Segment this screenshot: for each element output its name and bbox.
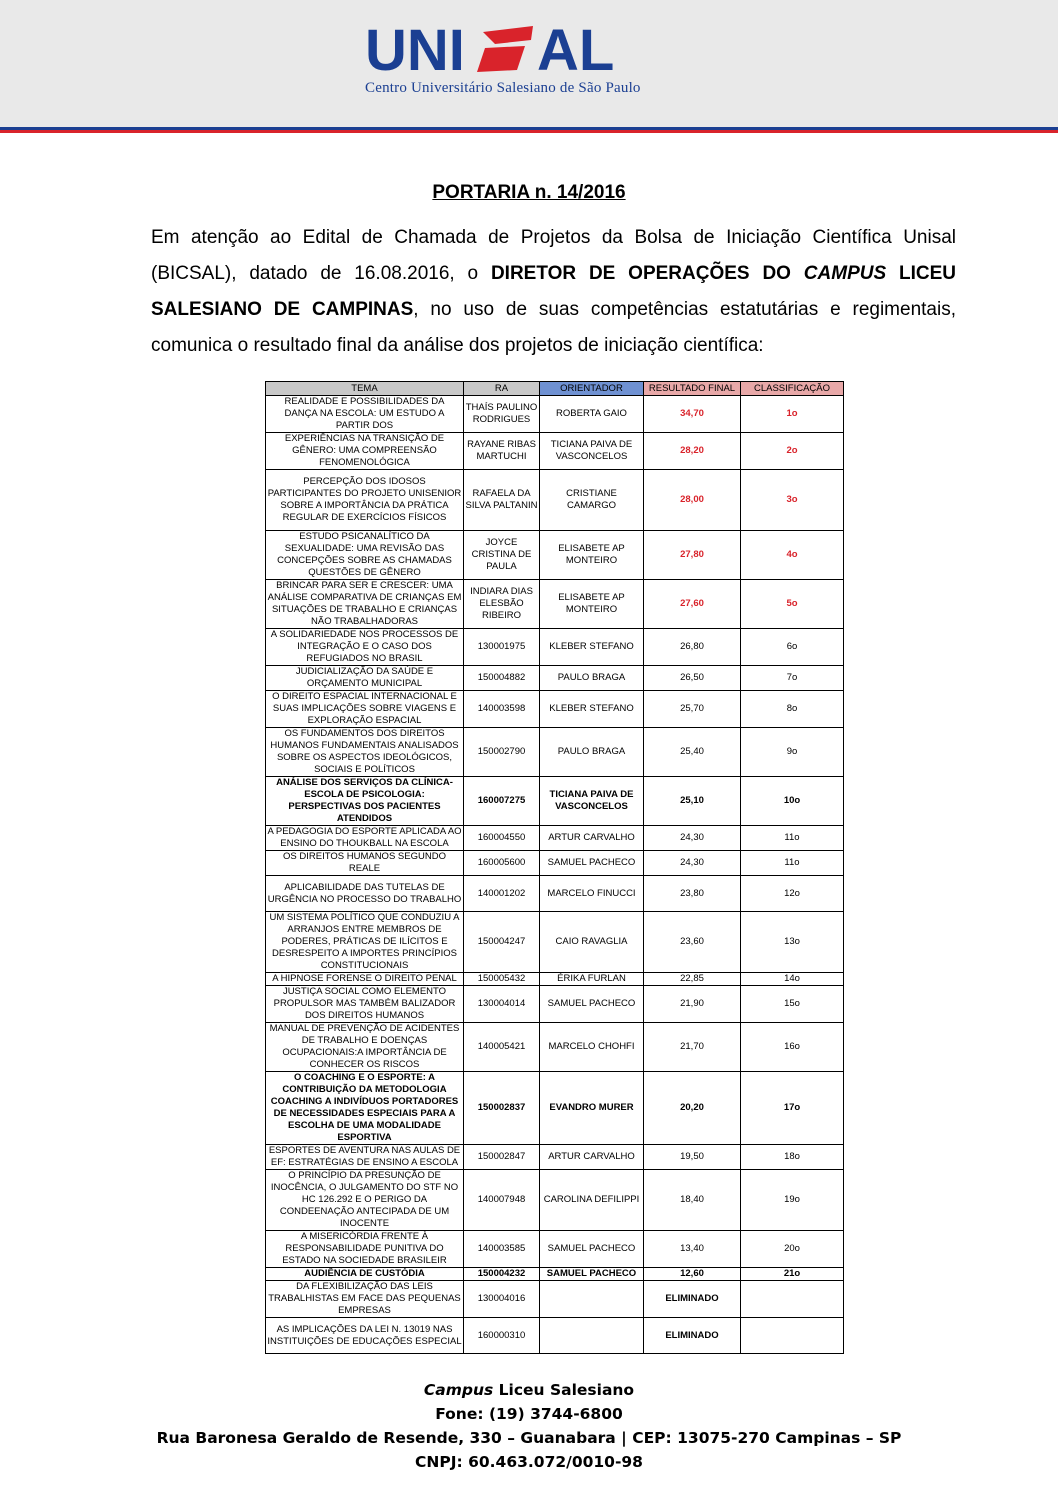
cell-resultado: 24,30 [644, 851, 741, 876]
cell-orientador: ELISABETE AP MONTEIRO [540, 580, 644, 629]
table-row [266, 826, 844, 851]
cell-orientador [540, 1318, 644, 1354]
cell-classificacao: 15o [741, 986, 844, 1023]
cell-tema: A MISERICÓRDIA FRENTE À RESPONSABILIDADE PUNITIVA DO ESTADO NA SOCIEDADE BRASILEIR [266, 1231, 464, 1268]
cell-orientador: CAIO RAVAGLIA [540, 912, 644, 973]
table-row [266, 777, 844, 826]
cell-resultado: ELIMINADO [644, 1281, 741, 1318]
cell-classificacao: 18o [741, 1145, 844, 1170]
cell-orientador: ÉRIKA FURLAN [540, 973, 644, 986]
cell-tema: JUSTIÇA SOCIAL COMO ELEMENTO PROPULSOR MAS TAMBÉM BALIZADOR DOS DIREITOS HUMANOS [266, 986, 464, 1023]
cell-classificacao: 3o [741, 470, 844, 531]
cell-orientador: SAMUEL PACHECO [540, 1231, 644, 1268]
header-tema: TEMA [266, 382, 464, 396]
cell-tema: A SOLIDARIEDADE NOS PROCESSOS DE INTEGRAÇÃO E O CASO DOS REFUGIADOS NO BRASIL [266, 629, 464, 666]
table-row [266, 1023, 844, 1072]
cell-classificacao: 19o [741, 1170, 844, 1231]
cell-ra: 140003585 [464, 1231, 540, 1268]
results-table [265, 381, 844, 1354]
cell-orientador: KLEBER STEFANO [540, 629, 644, 666]
cell-ra: 130004014 [464, 986, 540, 1023]
document-header [0, 0, 1058, 133]
cell-resultado: 27,60 [644, 580, 741, 629]
cell-ra: INDIARA DIAS ELESBÃO RIBEIRO [464, 580, 540, 629]
cell-classificacao: 14o [741, 973, 844, 986]
cell-classificacao: 21o [741, 1268, 844, 1281]
cell-orientador: ARTUR CARVALHO [540, 826, 644, 851]
table-row [266, 396, 844, 433]
cell-resultado: 27,80 [644, 531, 741, 580]
table-row [266, 1170, 844, 1231]
cell-resultado: 25,10 [644, 777, 741, 826]
table-row [266, 1145, 844, 1170]
cell-tema: ANÁLISE DOS SERVIÇOS DA CLÍNICA-ESCOLA DE PSICOLOGIA: PERSPECTIVAS DOS PACIENTES ATENDIDOS [266, 777, 464, 826]
cell-classificacao: 13o [741, 912, 844, 973]
cell-orientador: ARTUR CARVALHO [540, 1145, 644, 1170]
document-title: PORTARIA n. 14/2016 [432, 182, 626, 203]
cell-resultado: 13,40 [644, 1231, 741, 1268]
cell-orientador: PAULO BRAGA [540, 728, 644, 777]
cell-resultado: 28,00 [644, 470, 741, 531]
cell-classificacao: 5o [741, 580, 844, 629]
table-row [266, 912, 844, 973]
cell-tema: MANUAL DE PREVENÇÃO DE ACIDENTES DE TRABALHO E DOENÇAS OCUPACIONAIS:A IMPORTÂNCIA DE CONHECER OS RISCOS [266, 1023, 464, 1072]
cell-classificacao: 17o [741, 1072, 844, 1145]
cell-resultado: 25,70 [644, 691, 741, 728]
cell-classificacao: 10o [741, 777, 844, 826]
cell-tema: ESTUDO PSICANALÍTICO DA SEXUALIDADE: UMA REVISÃO DAS CONCEPÇÕES SOBRE AS CHAMADAS QUESTÕES DE GÊNERO [266, 531, 464, 580]
cell-ra: 150002837 [464, 1072, 540, 1145]
cell-resultado: 20,20 [644, 1072, 741, 1145]
cell-ra: 140001202 [464, 876, 540, 912]
table-row [266, 986, 844, 1023]
table-row [266, 531, 844, 580]
cell-classificacao: 20o [741, 1231, 844, 1268]
cell-classificacao: 1o [741, 396, 844, 433]
svg-text:AL: AL [537, 18, 615, 80]
footer-address: Rua Baronesa Geraldo de Resende, 330 – Guanabara | CEP: 13075-270 Campinas – SP [156, 1429, 902, 1447]
cell-orientador: TICIANA PAIVA DE VASCONCELOS [540, 777, 644, 826]
cell-resultado: 21,90 [644, 986, 741, 1023]
cell-classificacao: 2o [741, 433, 844, 470]
cell-classificacao [741, 1318, 844, 1354]
cell-ra: 160000310 [464, 1318, 540, 1354]
cell-tema: UM SISTEMA POLÍTICO QUE CONDUZIU A ARRANJOS ENTRE MEMBROS DE PODERES, PRÁTICAS DE ILÍCITOS E DESRESPEITO A IMPORTES PRINCÍPIOS CONSTITUCIONAIS [266, 912, 464, 973]
cell-classificacao: 12o [741, 876, 844, 912]
cell-resultado: 26,50 [644, 666, 741, 691]
cell-tema: PERCEPÇÃO DOS IDOSOS PARTICIPANTES DO PROJETO UNISENIOR SOBRE A IMPORTÂNCIA DA PRÁTICA REGULAR DE EXERCÍCIOS FÍSICOS [266, 470, 464, 531]
cell-classificacao: 11o [741, 851, 844, 876]
cell-tema: DA FLEXIBILIZAÇÃO DAS LEIS TRABALHISTAS EM FACE DAS PEQUENAS EMPRESAS [266, 1281, 464, 1318]
cell-classificacao: 4o [741, 531, 844, 580]
cell-classificacao [741, 1281, 844, 1318]
table-row [266, 629, 844, 666]
cell-tema: BRINCAR PARA SER E CRESCER: UMA ANÁLISE COMPARATIVA DE CRIANÇAS EM SITUAÇÕES DE TRABALHO E CRIANÇAS NÃO TRABALHADORAS [266, 580, 464, 629]
cell-resultado: 24,30 [644, 826, 741, 851]
footer-campus: Campus Liceu Salesiano [423, 1381, 635, 1399]
cell-tema: ESPORTES DE AVENTURA NAS AULAS DE EF: ESTRATÉGIAS DE ENSINO A ESCOLA [266, 1145, 464, 1170]
cell-tema: O PRINCÍPIO DA PRESUNÇÃO DE INOCÊNCIA, O JULGAMENTO DO STF NO HC 126.292 E O PERIGO DA CONDEENAÇÃO ANTECIPADA DE UM INOCENTE [266, 1170, 464, 1231]
unisal-logo-mark [365, 18, 665, 80]
cell-classificacao: 16o [741, 1023, 844, 1072]
cell-tema: OS FUNDAMENTOS DOS DIREITOS HUMANOS FUNDAMENTAIS ANALISADOS SOBRE OS ASPECTOS IDEOLÓGICOS, SOCIAIS E POLÍTICOS [266, 728, 464, 777]
cell-ra: RAFAELA DA SILVA PALTANIN [464, 470, 540, 531]
header-orientador: ORIENTADOR [540, 382, 644, 396]
cell-tema: A PEDAGOGIA DO ESPORTE APLICADA AO ENSINO DO THOUKBALL NA ESCOLA [267, 826, 462, 849]
cell-tema: O DIREITO ESPACIAL INTERNACIONAL E SUAS IMPLICAÇÕES SOBRE VIAGENS E EXPLORAÇÃO ESPACIAL [266, 691, 464, 728]
table-row [266, 470, 844, 531]
cell-ra: 160004550 [464, 826, 540, 851]
header-classificacao: CLASSIFICAÇÃO [741, 382, 844, 396]
svg-text:UNI: UNI [365, 18, 465, 80]
table-row [266, 691, 844, 728]
table-header-row [266, 382, 844, 396]
cell-ra: 150004247 [464, 912, 540, 973]
cell-tema: APLICABILIDADE DAS TUTELAS DE URGÊNCIA NO PROCESSO DO TRABALHO [266, 876, 464, 912]
cell-ra: 140007948 [464, 1170, 540, 1231]
cell-ra: JOYCE CRISTINA DE PAULA [464, 531, 540, 580]
table-row [266, 728, 844, 777]
cell-orientador: SAMUEL PACHECO [540, 986, 644, 1023]
cell-classificacao: 8o [741, 691, 844, 728]
table-row [266, 851, 844, 876]
cell-ra: 150002847 [464, 1145, 540, 1170]
cell-resultado: ELIMINADO [644, 1318, 741, 1354]
cell-tema: EXPERIÊNCIAS NA TRANSIÇÃO DE GÊNERO: UMA COMPREENSÃO FENOMENOLÓGICA [266, 433, 464, 470]
cell-orientador: PAULO BRAGA [540, 666, 644, 691]
cell-ra: 140003598 [464, 691, 540, 728]
cell-ra: THAÍS PAULINO RODRIGUES [464, 396, 540, 433]
cell-orientador: CAROLINA DEFILIPPI [540, 1170, 644, 1231]
cell-classificacao: 6o [741, 629, 844, 666]
cell-resultado: 23,80 [644, 876, 741, 912]
cell-tema: AUDIÊNCIA DE CUSTÓDIA [266, 1268, 464, 1281]
cell-orientador: ELISABETE AP MONTEIRO [540, 531, 644, 580]
header-ra: RA [464, 382, 540, 396]
cell-resultado: 19,50 [644, 1145, 741, 1170]
unisal-logo [365, 18, 665, 118]
footer-phone: Fone: (19) 3744-6800 [435, 1405, 623, 1423]
cell-tema: JUDICIALIZAÇÃO DA SAÚDE E ORÇAMENTO MUNICIPAL [266, 666, 464, 691]
table-row [266, 973, 844, 986]
cell-ra: 150004232 [464, 1268, 540, 1281]
logo-subtitle: Centro Universitário Salesiano de São Paulo [365, 80, 641, 96]
cell-orientador: SAMUEL PACHECO [540, 851, 644, 876]
cell-resultado: 23,60 [644, 912, 741, 973]
cell-resultado: 12,60 [644, 1268, 741, 1281]
cell-ra: 150005432 [464, 973, 540, 986]
cell-tema: OS DIREITOS HUMANOS SEGUNDO REALE [266, 851, 464, 876]
cell-classificacao: 7o [741, 666, 844, 691]
cell-classificacao: 9o [741, 728, 844, 777]
footer-cnpj: CNPJ: 60.463.072/0010-98 [415, 1453, 643, 1471]
cell-tema: REALIDADE E POSSIBILIDADES DA DANÇA NA ESCOLA: UM ESTUDO A PARTIR DOS [266, 396, 464, 433]
header-divider [0, 127, 1058, 133]
table-row [266, 1318, 844, 1354]
cell-tema: A HIPNOSE FORENSE O DIREITO PENAL [266, 973, 464, 986]
table-row [266, 876, 844, 912]
cell-resultado: 34,70 [644, 396, 741, 433]
cell-ra: RAYANE RIBAS MARTUCHI [464, 433, 540, 470]
cell-resultado: 22,85 [644, 973, 741, 986]
table-row [266, 1072, 844, 1145]
table-row [266, 1231, 844, 1268]
cell-orientador: MARCELO FINUCCI [540, 876, 644, 912]
cell-ra: 130001975 [464, 629, 540, 666]
cell-ra: 130004016 [464, 1281, 540, 1318]
cell-ra: 160007275 [464, 777, 540, 826]
cell-classificacao: 11o [741, 826, 844, 851]
cell-resultado: 28,20 [644, 433, 741, 470]
header-resultado: RESULTADO FINAL [644, 382, 741, 396]
cell-orientador: TICIANA PAIVA DE VASCONCELOS [540, 433, 644, 470]
table-row [266, 1268, 844, 1281]
table-row [266, 433, 844, 470]
cell-orientador: ROBERTA GAIO [540, 396, 644, 433]
cell-ra: 160005600 [464, 851, 540, 876]
cell-resultado: 21,70 [644, 1023, 741, 1072]
cell-ra: 150004882 [464, 666, 540, 691]
table-row [266, 1281, 844, 1318]
cell-tema: AS IMPLICAÇÕES DA LEI N. 13019 NAS INSTITUIÇÕES DE EDUCAÇÕES ESPECIAL [266, 1318, 464, 1354]
cell-resultado: 18,40 [644, 1170, 741, 1231]
intro-paragraph: Em atenção ao Edital de Chamada de Projetos da Bolsa de Iniciação Científica Unisal (BICSAL), datado de 16.08.2016, o DIRETOR DE OPERAÇÕES DO CAMPUS LICEU SALESIANO DE CAMPINAS, no uso de suas competências estatutárias e regimentais, comunica o resultado final da análise dos projetos de iniciação científica: [151, 227, 956, 356]
cell-orientador: CRISTIANE CAMARGO [540, 470, 644, 531]
cell-resultado: 26,80 [644, 629, 741, 666]
table-row [266, 666, 844, 691]
cell-ra: 150002790 [464, 728, 540, 777]
table-row [266, 580, 844, 629]
cell-tema: O COACHING E O ESPORTE: A CONTRIBUIÇÃO DA METODOLOGIA COACHING A INDIVÍDUOS PORTADORES DE NECESSIDADES ESPECIAIS PARA A ESCOLHA DE UMA MODALIDADE ESPORTIVA [266, 1072, 464, 1145]
cell-ra: 140005421 [464, 1023, 540, 1072]
cell-orientador: MARCELO CHOHFI [540, 1023, 644, 1072]
cell-orientador: EVANDRO MURER [540, 1072, 644, 1145]
cell-orientador: SAMUEL PACHECO [540, 1268, 644, 1281]
document-footer [0, 1378, 1058, 1474]
cell-resultado: 25,40 [644, 728, 741, 777]
cell-orientador [540, 1281, 644, 1318]
cell-orientador: KLEBER STEFANO [540, 691, 644, 728]
